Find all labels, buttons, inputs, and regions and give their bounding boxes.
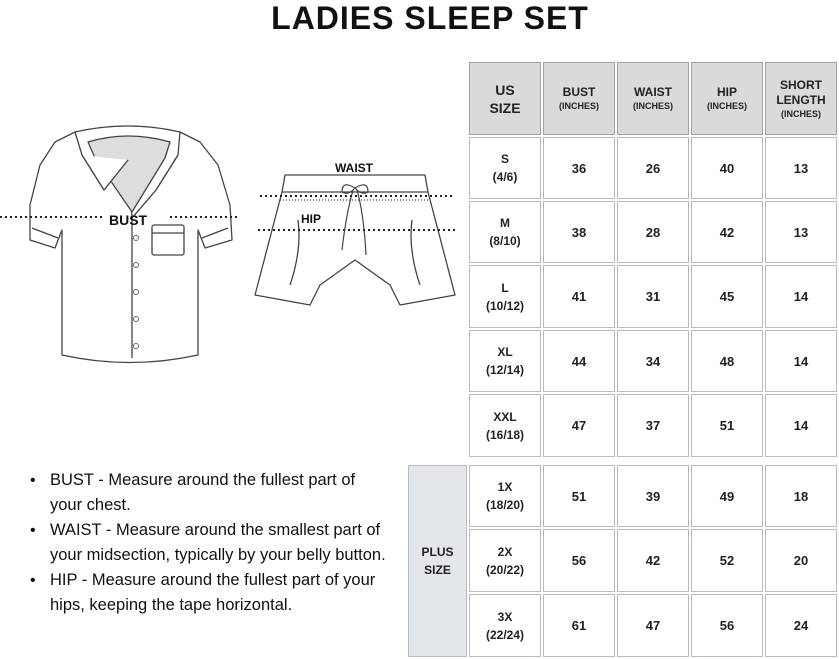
waist-label: WAIST — [335, 161, 373, 175]
note-waist: • WAIST - Measure around the smallest part of your midsection, typically by your belly button. — [30, 518, 390, 568]
waist-cell: 37 — [617, 394, 689, 457]
waist-cell: 42 — [617, 529, 689, 592]
length-cell: 14 — [765, 330, 837, 392]
waist-cell: 47 — [617, 594, 689, 657]
header-short-length: SHORT LENGTH (INCHES) — [765, 62, 837, 135]
measurement-notes — [30, 468, 390, 618]
bust-cell: 44 — [543, 330, 615, 392]
note-hip: • HIP - Measure around the fullest part of your hips, keeping the tape horizontal. — [30, 568, 390, 618]
hip-cell: 49 — [691, 465, 763, 527]
bust-cell: 41 — [543, 265, 615, 328]
size-cell-l: L (10/12) — [469, 265, 541, 328]
bullet-icon: • — [30, 572, 36, 589]
waist-cell: 28 — [617, 201, 689, 263]
note-bust: • BUST - Measure around the fullest part of your chest. — [30, 468, 390, 518]
size-cell-1x: 1X (18/20) — [469, 465, 541, 527]
waist-cell: 26 — [617, 137, 689, 199]
bust-cell: 36 — [543, 137, 615, 199]
hip-cell: 48 — [691, 330, 763, 392]
page-title: LADIES SLEEP SET — [271, 0, 589, 36]
hip-cell: 42 — [691, 201, 763, 263]
bust-cell: 61 — [543, 594, 615, 657]
bust-cell: 38 — [543, 201, 615, 263]
plus-size-label: PLUS SIZE — [408, 465, 467, 657]
hip-cell: 51 — [691, 394, 763, 457]
length-cell: 14 — [765, 394, 837, 457]
bust-cell: 51 — [543, 465, 615, 527]
hip-cell: 52 — [691, 529, 763, 592]
bullet-icon: • — [30, 472, 36, 489]
size-cell-xxl: XXL (16/18) — [469, 394, 541, 457]
length-cell: 24 — [765, 594, 837, 657]
size-cell-2x: 2X (20/22) — [469, 529, 541, 592]
hip-label: HIP — [301, 212, 322, 226]
waist-cell: 39 — [617, 465, 689, 527]
length-cell: 13 — [765, 201, 837, 263]
header-bust: BUST (INCHES) — [543, 62, 615, 135]
size-cell-m: M (8/10) — [469, 201, 541, 263]
size-cell-3x: 3X (22/24) — [469, 594, 541, 657]
hip-cell: 40 — [691, 137, 763, 199]
header-us-size: US SIZE — [469, 62, 541, 135]
waist-cell: 31 — [617, 265, 689, 328]
waist-cell: 34 — [617, 330, 689, 392]
bust-label: BUST — [109, 212, 148, 228]
hip-cell: 56 — [691, 594, 763, 657]
length-cell: 13 — [765, 137, 837, 199]
bullet-icon: • — [30, 522, 36, 539]
header-hip: HIP (INCHES) — [691, 62, 763, 135]
size-cell-xl: XL (12/14) — [469, 330, 541, 392]
length-cell: 20 — [765, 529, 837, 592]
bust-cell: 56 — [543, 529, 615, 592]
size-cell-s: S (4/6) — [469, 137, 541, 199]
length-cell: 14 — [765, 265, 837, 328]
length-cell: 18 — [765, 465, 837, 527]
bust-cell: 47 — [543, 394, 615, 457]
header-waist: WAIST (INCHES) — [617, 62, 689, 135]
hip-cell: 45 — [691, 265, 763, 328]
